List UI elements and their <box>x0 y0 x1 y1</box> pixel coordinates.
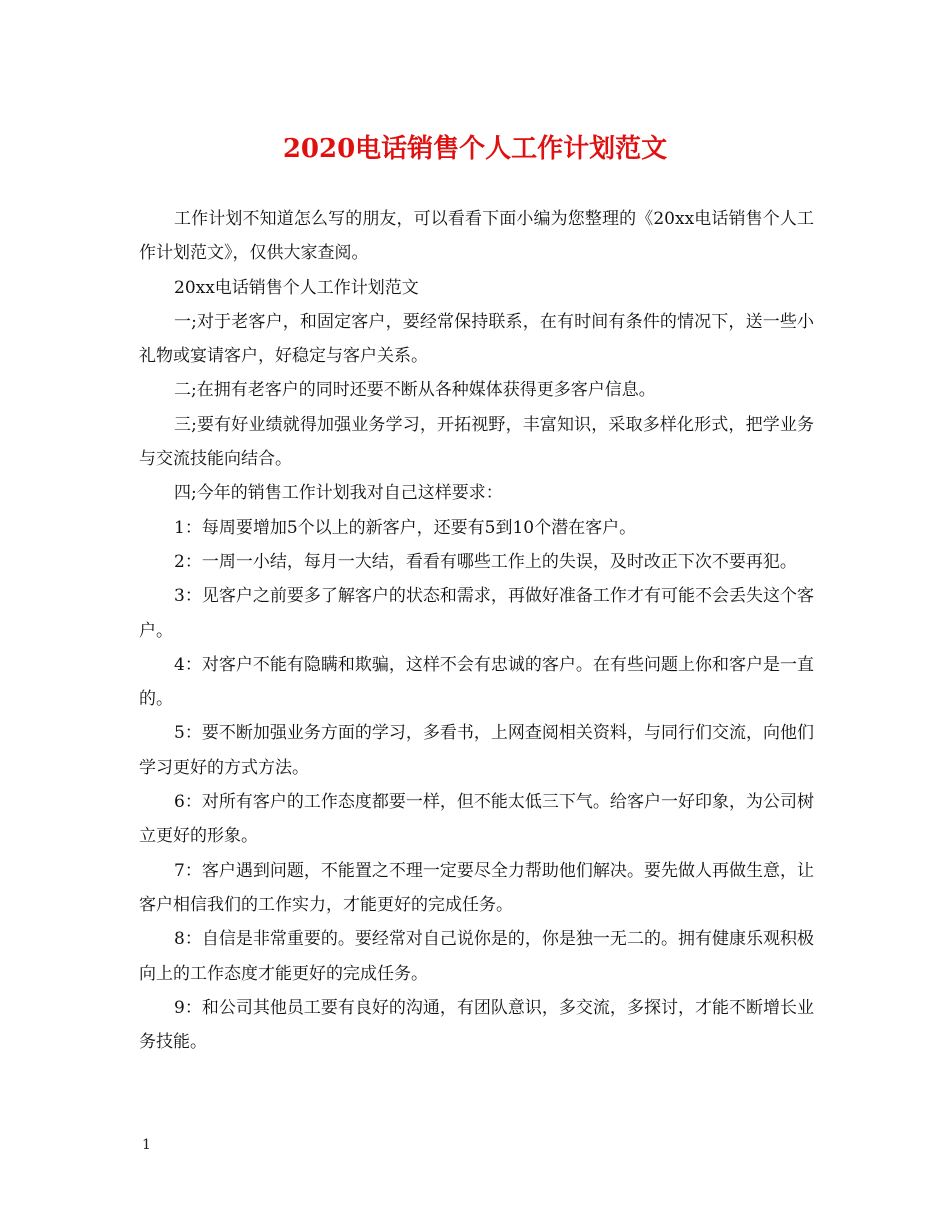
document-title: 2020电话销售个人工作计划范文 <box>282 134 668 164</box>
paragraph-intro: 工作计划不知道怎么写的朋友，可以看看下面小编为您整理的《20xx电话销售个人工作计划范文》，仅供大家查阅。 <box>139 209 814 264</box>
list-item-8: 8：自信是非常重要的。要经常对自己说你是的，你是独一无二的。拥有健康乐观积极向上的工作态度才能更好的完成任务。 <box>139 929 814 984</box>
list-item-2: 2：一周一小结，每月一大结，看看有哪些工作上的失误，及时改正下次不要再犯。 <box>174 551 797 572</box>
list-item-1: 1：每周要增加5个以上的新客户，还要有5到10个潜在客户。 <box>174 517 637 538</box>
list-item-7: 7：客户遇到问题，不能置之不理一定要尽全力帮助他们解决。要先做人再做生意，让客户相信我们的工作实力，才能更好的完成任务。 <box>139 860 814 915</box>
list-item-3: 3：见客户之前要多了解客户的状态和需求，再做好准备工作才有可能不会丢失这个客户。 <box>139 586 814 641</box>
document-body <box>139 202 814 1059</box>
list-item-5: 5：要不断加强业务方面的学习，多看书，上网查阅相关资料，与同行们交流，向他们学习更好的方式方法。 <box>139 723 814 778</box>
paragraph-point-2: 二;在拥有老客户的同时还要不断从各种媒体获得更多客户信息。 <box>174 380 656 401</box>
paragraph-point-3: 三;要有好业绩就得加强业务学习，开拓视野，丰富知识，采取多样化形式，把学业务与交流技能向结合。 <box>139 414 814 470</box>
list-item-4: 4：对客户不能有隐瞒和欺骗，这样不会有忠诚的客户。在有些问题上你和客户是一直的。 <box>139 654 814 710</box>
paragraph-point-4: 四;今年的销售工作计划我对自己这样要求： <box>174 483 503 504</box>
page-number: 1 <box>142 1137 151 1153</box>
list-item-9: 9：和公司其他员工要有良好的沟通，有团队意识，多交流，多探讨，才能不断增长业务技能。 <box>139 997 814 1053</box>
paragraph-point-1: 一;对于老客户，和固定客户，要经常保持联系，在有时间有条件的情况下，送一些小礼物或宴请客户，好稳定与客户关系。 <box>139 311 814 367</box>
paragraph-subtitle: 20xx电话销售个人工作计划范文 <box>174 277 419 298</box>
list-item-6: 6：对所有客户的工作态度都要一样，但不能太低三下气。给客户一好印象，为公司树立更好的形象。 <box>139 792 814 847</box>
